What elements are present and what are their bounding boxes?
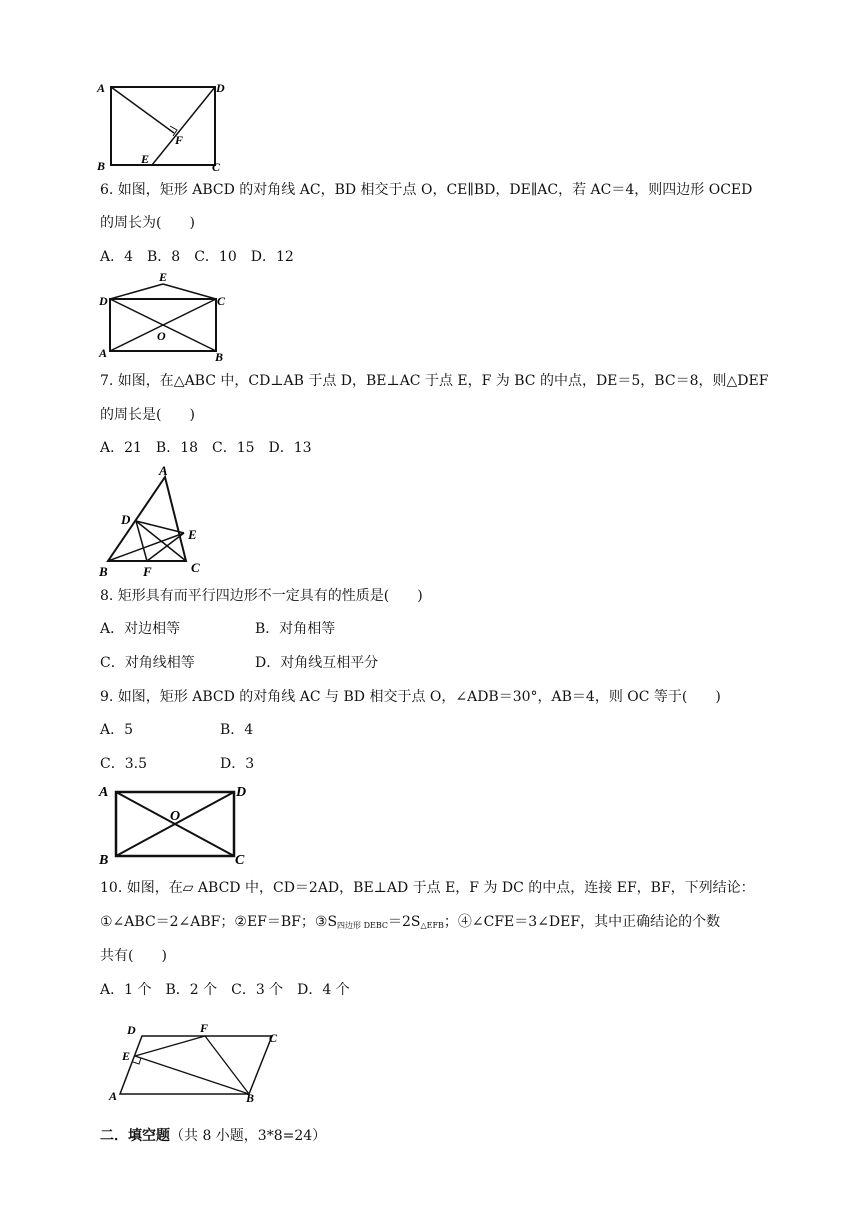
- section-fill-in-heading: [100, 1126, 326, 1146]
- label-C: C: [191, 560, 200, 575]
- label-A: A: [159, 463, 168, 478]
- q8-stem: 8. 矩形具有而平行四边形不一定具有的性质是( ): [100, 588, 423, 604]
- q9-option-b: B．4: [220, 722, 254, 738]
- label-D: D: [216, 81, 225, 95]
- label-E: E: [141, 152, 150, 166]
- q10-line2-part1: ①∠ABC＝2∠ABF；②EF＝BF；③S: [100, 914, 338, 930]
- label-C: C: [269, 1031, 278, 1045]
- section-note: （共 8 小题，3*8=24）: [170, 1128, 327, 1144]
- label-C: C: [235, 853, 245, 868]
- label-F: F: [175, 133, 184, 147]
- label-D: D: [121, 512, 131, 527]
- q10-options: A．1 个 B．2 个 C．3 个 D．4 个: [100, 982, 350, 998]
- label-B: B: [246, 1091, 255, 1105]
- q9-option-c: C．3.5: [100, 756, 147, 772]
- label-D: D: [236, 785, 247, 800]
- q8-option-d: D．对角线互相平分: [255, 655, 379, 671]
- q10-stem-line2: [100, 912, 720, 936]
- q10-line2-sub1: 四边形 DEBC: [337, 921, 388, 930]
- label-F: F: [200, 1021, 209, 1035]
- q9-option-d: D．3: [220, 756, 255, 772]
- label-B: B: [215, 350, 224, 364]
- figure-q9: [95, 778, 255, 868]
- q10-stem-line3: 共有( ): [100, 948, 167, 964]
- q9-stem: 9. 如图，矩形 ABCD 的对角线 AC 与 BD 相交于点 O，∠ADB＝30°，AB＝4，则 OC 等于( ): [100, 689, 721, 705]
- label-A: A: [109, 1089, 118, 1103]
- label-E: E: [159, 270, 168, 284]
- label-F: F: [143, 564, 152, 579]
- q6-stem-line1: 6. 如图，矩形 ABCD 的对角线 AC，BD 相交于点 O，CE∥BD，DE∥AC，若 AC＝4，则四边形 OCED: [100, 182, 753, 198]
- figure-q10: [105, 1018, 285, 1108]
- label-E: E: [122, 1049, 131, 1063]
- label-O: O: [170, 809, 181, 824]
- label-A: A: [99, 785, 109, 800]
- label-C: C: [212, 160, 221, 173]
- q7-stem-line1: 7. 如图，在△ABC 中，CD⊥AB 于点 D，BE⊥AC 于点 E，F 为 BC 的中点，DE＝5，BC＝8，则△DEF: [100, 373, 769, 389]
- q9-option-a: A．5: [100, 722, 134, 738]
- figure-q7: [95, 463, 225, 581]
- label-O: O: [157, 329, 166, 343]
- section-title: 二．填空题: [100, 1128, 170, 1144]
- figure-q6: [95, 270, 235, 365]
- label-B: B: [97, 159, 106, 173]
- label-D: D: [99, 294, 108, 308]
- label-B: B: [99, 564, 108, 579]
- label-E: E: [188, 527, 197, 542]
- q8-option-c: C．对角线相等: [100, 655, 195, 671]
- q8-option-a: A．对边相等: [100, 621, 181, 637]
- label-D: D: [127, 1023, 136, 1037]
- q10-line2-part3: ；④∠CFE＝3∠DEF，其中正确结论的个数: [443, 914, 721, 930]
- q10-line2-sub2: △EFB: [420, 921, 444, 930]
- q6-stem-line2: 的周长为( ): [100, 215, 195, 231]
- q7-options: A．21 B．18 C．15 D．13: [100, 440, 312, 456]
- q7-stem-line2: 的周长是( ): [100, 407, 195, 423]
- q10-line2-part2: ＝2S: [387, 914, 421, 930]
- q6-options: A．4 B．8 C．10 D．12: [100, 249, 294, 265]
- label-A: A: [97, 81, 106, 95]
- label-A: A: [99, 346, 108, 360]
- label-B: B: [99, 853, 109, 868]
- q8-option-b: B．对角相等: [255, 621, 336, 637]
- label-C: C: [217, 294, 226, 308]
- figure-q5: [95, 78, 235, 173]
- q10-stem-line1: 10. 如图，在▱ ABCD 中，CD＝2AD，BE⊥AD 于点 E，F 为 DC 的中点，连接 EF，BF，下列结论：: [100, 880, 755, 896]
